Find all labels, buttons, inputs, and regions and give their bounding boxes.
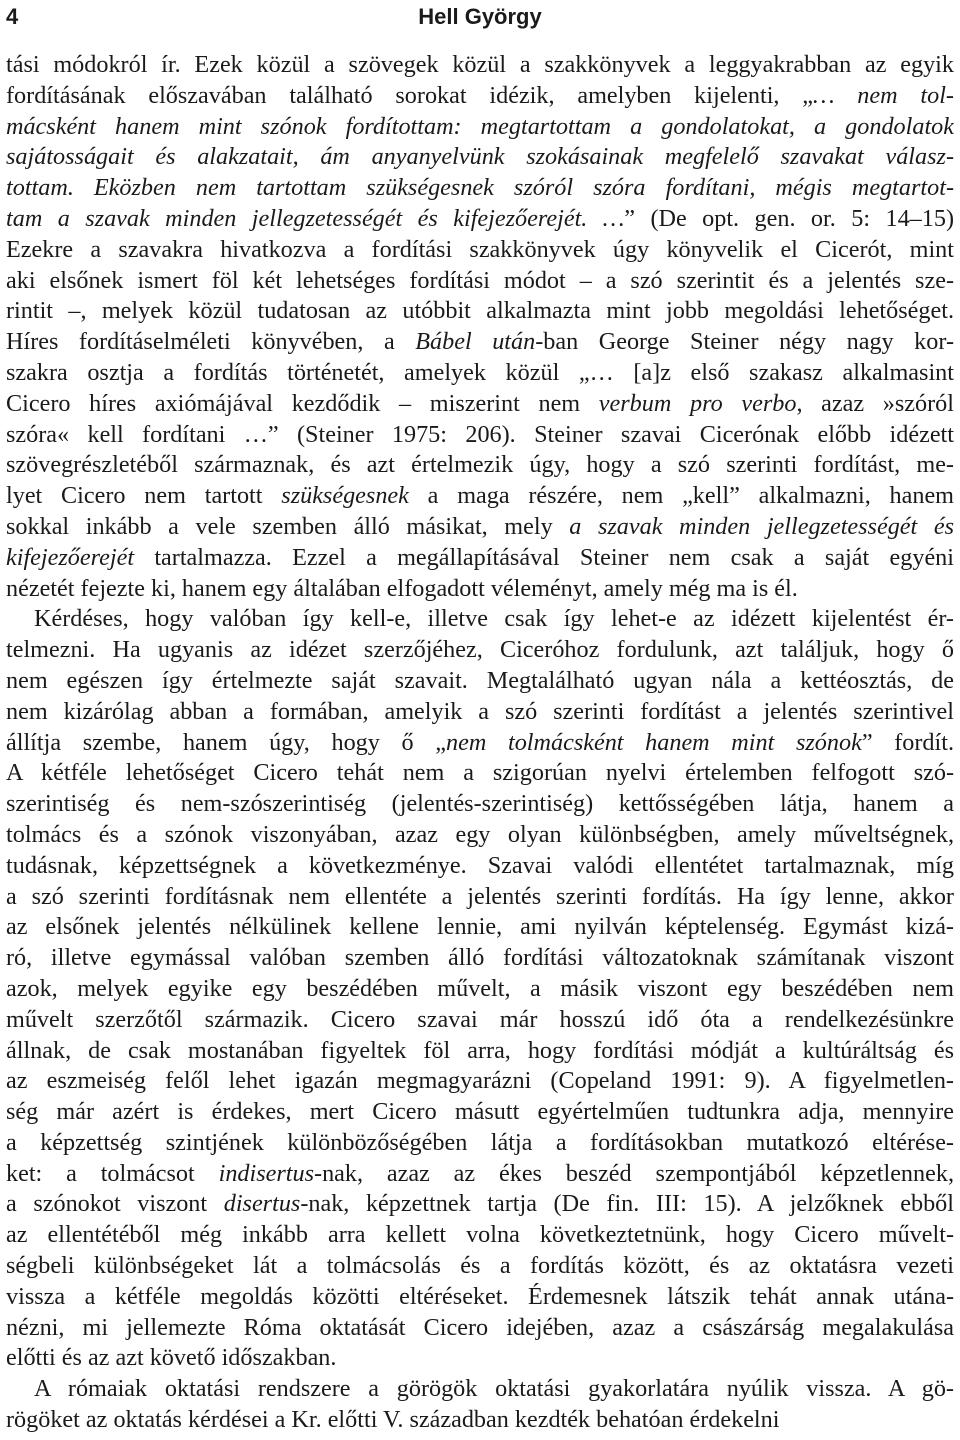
text-line [6, 1128, 954, 1159]
text-run: szóra« kell fordítani …” (Steiner 1975: 206). Steiner szavai Cicerónak előbb idézett [6, 420, 954, 448]
text-run: tolmács és a szónok viszonyában, azaz egy olyan különbségben, amely műveltségnek, [6, 820, 954, 848]
text-run: tartalmazza. Ezzel a megállapításával Steiner nem csak a saját egyéni [134, 543, 954, 571]
text-run: a szó szerinti fordításnak nem ellentéte a jelentés szerinti fordítás. Ha így lenne, akkor [6, 882, 954, 910]
text-run: állnak, de csak mostanában figyeltek föl arra, hogy fordítási módját a kultúráltság és [6, 1036, 954, 1064]
text-run: művelt szerzőtől származik. Cicero szavai már hosszú idő óta a rendelkezésünkre [6, 1005, 954, 1033]
paragraph [6, 604, 954, 1374]
text-line [6, 1066, 954, 1097]
running-head: Hell György [418, 4, 542, 29]
text-run: -nak, képzettnek tartja (De fin. III: 15). A jelzőknek ebből [300, 1190, 954, 1218]
text-line [6, 666, 954, 697]
text-run: vissza a kétféle megoldás közötti eltéréseket. Érdemesnek látszik tehát annak utána- [6, 1282, 954, 1310]
text-run: ró, illetve egymással valóban szemben álló fordítási változatoknak számítanak viszont [6, 944, 954, 972]
text-line [6, 912, 954, 943]
text-run: azok, melyek egyike egy beszédében művelt, a másik viszont egy beszédében nem [6, 974, 954, 1002]
text-run: nem kizárólag abban a formában, amelyik a szó szerinti fordítást a jelentés szerintivel [6, 697, 954, 725]
text-run: a maga részére, nem „kell” alkalmazni, hanem [408, 482, 954, 510]
text-line [6, 1097, 954, 1128]
text-run: A kétféle lehetőséget Cicero tehát nem a szigorúan nyelvi értelemben felfogott szó- [6, 759, 954, 787]
text-run: aki elsőnek ismert föl két lehetséges fordítási módot – a szó szerintit és a jelentés sze- [6, 266, 954, 294]
text-run: Cicero híres axiómájával kezdődik – miszerint nem [6, 389, 599, 417]
text-run: az ellentétéből még inkább arra kellett volna következtetnünk, hogy Cicero művelt- [6, 1221, 954, 1249]
text-run: -nak, azaz az ékes beszéd szempontjából képzetlennek, [314, 1159, 954, 1187]
text-line [6, 635, 954, 666]
text-line [6, 574, 954, 605]
text-run: Híres fordításelméleti könyvében, a [6, 328, 416, 356]
text-line [6, 112, 954, 143]
text-run: ket: a tolmácsot [6, 1159, 219, 1187]
text-line [6, 1036, 954, 1067]
text-run: A rómaiak oktatási rendszere a görögök oktatási gyakorlatára nyúlik vissza. A gö- [34, 1375, 954, 1403]
text-run: szerintiség és nem-szószerintiség (jelentés-szerintiség) kettősségében látja, hanem a [6, 790, 954, 818]
text-line [6, 728, 954, 759]
italic-text: tottam. Eközben nem tartottam szükségesnek szóról szóra fordítani, mégis megtartot- [6, 174, 954, 202]
text-line [6, 358, 954, 389]
text-run: a képzettség szintjének különbözőségében látja a fordításokban mutatkozó eltérése- [6, 1128, 954, 1156]
italic-text: nem tolmácsként hanem mint szónok [446, 728, 862, 756]
italic-text: disertus [223, 1190, 301, 1218]
page-header [6, 0, 954, 34]
text-run: ség már azért is érdekes, mert Cicero másutt egyértelműen tudtunkra adja, mennyire [6, 1098, 954, 1126]
text-line [6, 204, 954, 235]
body-text [6, 50, 954, 1436]
text-run: szakra osztja a fordítás történetét, amelyek közül „… [a]z első szakasz alkalmasint [6, 358, 954, 386]
text-run: Ezekre a szavakra hivatkozva a fordítási szakkönyvek úgy könyvelik el Cicerót, mint [6, 235, 954, 263]
text-run: állítja szembe, hanem úgy, hogy ő „ [6, 728, 447, 756]
text-run: ségbeli különbségeket lát a tolmácsolás és a fordítás között, és az oktatásra vezeti [6, 1252, 954, 1280]
text-run: telmezni. Ha ugyanis az idézet szerzőjéhez, Ciceróhoz fordulunk, azt találjuk, hogy ő [6, 636, 954, 664]
text-line [6, 1405, 954, 1436]
text-line [6, 420, 954, 451]
italic-text: verbum pro verbo [598, 389, 797, 417]
text-line [6, 1005, 954, 1036]
text-run: tási módokról ír. Ezek közül a szövegek közül a szakkönyvek a leggyakrabban az egyik [6, 51, 954, 78]
text-line [6, 1220, 954, 1251]
text-line [6, 543, 954, 574]
text-line [6, 1313, 954, 1344]
italic-text: … nem tol- [813, 81, 954, 109]
text-line [6, 882, 954, 913]
italic-text: sajátosságait és alakzatait, ám anyanyelvünk szokásainak megfelelő szavakat válasz- [6, 143, 954, 171]
text-run: tudásnak, képzettségnek a következménye. Szavai valódi ellentétet tartalmaznak, míg [6, 851, 954, 879]
italic-text: kifejezőerejét [6, 543, 135, 571]
paragraph [6, 1374, 954, 1436]
text-run: nézni, mi jellemezte Róma oktatását Cicero idejében, azaz a császárság megalakulása [6, 1313, 954, 1341]
italic-text: indisertus [218, 1159, 315, 1187]
text-run: előtti és az azt követő időszakban. [6, 1344, 337, 1372]
text-line [6, 389, 954, 420]
text-line [6, 1343, 954, 1374]
italic-text: a szavak minden jellegzetességét és [569, 512, 954, 540]
text-line [6, 1251, 954, 1282]
text-line [6, 481, 954, 512]
text-run: nem egészen így értelmezte saját szavait. Megtalálható ugyan nála a kettéosztás, de [6, 666, 954, 694]
text-line [6, 789, 954, 820]
text-line [6, 81, 954, 112]
text-run: a szónokot viszont [6, 1190, 224, 1218]
italic-text: tam a szavak minden jellegzetességét és kifejezőerejét. … [6, 204, 625, 232]
text-run: Kérdéses, hogy valóban így kell-e, illetve csak így lehet-e az idézett kijelentést ér- [34, 605, 954, 633]
text-line [6, 450, 954, 481]
text-line [6, 1282, 954, 1313]
text-run: , azaz »szóról [796, 389, 954, 417]
text-line [6, 1159, 954, 1190]
text-line [6, 1189, 954, 1220]
text-run: ” (De opt. gen. or. 5: 14–15) [624, 204, 954, 232]
text-run: az elsőnek jelentés nélkülinek kellene lennie, ami nyilván képtelenség. Egymást kizá- [6, 913, 954, 941]
italic-text: szükségesnek [281, 482, 409, 510]
italic-text: mácsként hanem mint szónok fordítottam: megtartottam a gondolatokat, a gondolatok [6, 112, 954, 140]
text-line [6, 142, 954, 173]
text-line [6, 296, 954, 327]
text-line [6, 235, 954, 266]
text-line [6, 173, 954, 204]
text-line [6, 820, 954, 851]
paragraph [6, 50, 954, 604]
text-line [6, 1374, 954, 1405]
text-run: rintit –, melyek közül tudatosan az utóbbit alkalmazta mint jobb megoldási lehetőséget. [6, 297, 954, 325]
text-line [6, 697, 954, 728]
text-line [6, 266, 954, 297]
text-run: ” fordít. [861, 728, 954, 756]
italic-text: Bábel után [415, 328, 536, 356]
text-run: -ban George Steiner négy nagy kor- [535, 328, 954, 356]
page-number: 4 [6, 4, 19, 29]
text-line [6, 604, 954, 635]
text-line [6, 974, 954, 1005]
text-run: fordításának előszavában található sorokat idézik, amelyben kijelenti, „ [6, 81, 813, 109]
text-line [6, 512, 954, 543]
text-line [6, 758, 954, 789]
text-run: az eszmeiség felől lehet igazán megmagyarázni (Copeland 1991: 9). A figyelmetlen- [6, 1067, 954, 1095]
text-run: lyet Cicero nem tartott [6, 482, 282, 510]
text-line [6, 50, 954, 81]
text-run: sokkal inkább a vele szemben álló másikat, mely [6, 512, 570, 540]
text-run: szövegrészletéből származnak, és azt értelmezik úgy, hogy a szó szerinti fordítást, me- [6, 451, 954, 479]
text-line [6, 327, 954, 358]
text-line [6, 943, 954, 974]
text-line [6, 851, 954, 882]
text-run: rögöket az oktatás kérdései a Kr. előtti V. században kezdték behatóan érdekelni [6, 1406, 780, 1434]
text-run: nézetét fejezte ki, hanem egy általában elfogadott véleményt, amely még ma is él. [6, 574, 798, 602]
